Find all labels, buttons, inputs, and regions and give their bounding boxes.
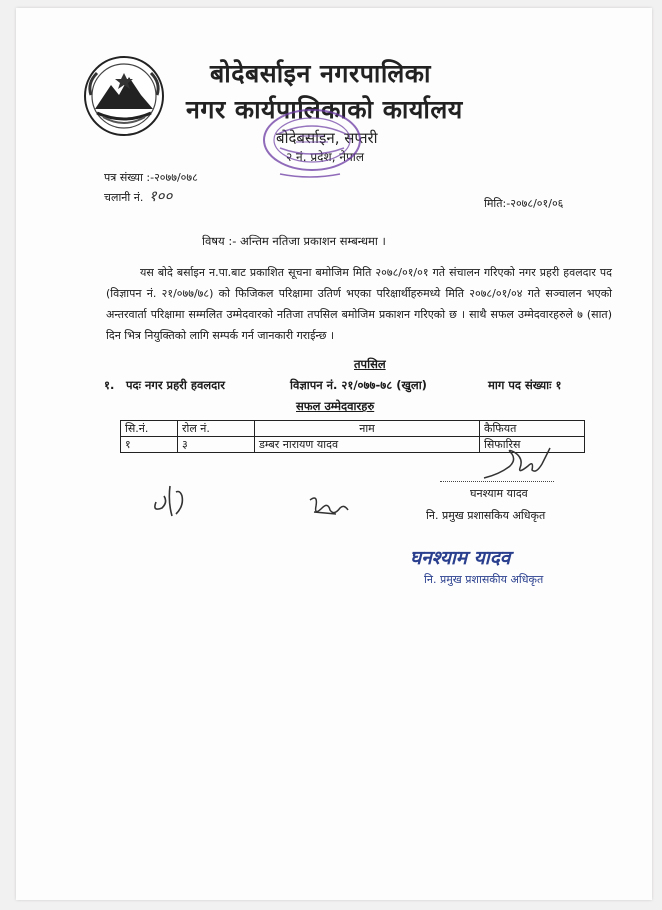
table-header-cell: सि.नं. bbox=[121, 421, 178, 437]
signatory-name: घनश्याम यादव bbox=[470, 487, 528, 500]
table-header-cell: कैफियत bbox=[480, 421, 585, 437]
letter-number: पत्र संख्या :-२०७७/०७८ bbox=[104, 171, 198, 184]
dispatch-label: चलानी नं. bbox=[104, 191, 144, 204]
name-stamp: घनश्याम यादव bbox=[410, 547, 511, 569]
table-cell: ३ bbox=[178, 437, 255, 453]
table-header-row bbox=[121, 421, 585, 437]
office-name: नगर कार्यपालिकाको कार्यालय bbox=[186, 95, 463, 124]
signatory-title: नि. प्रमुख प्रशासकिय अधिकृत bbox=[426, 509, 546, 522]
post-position: पदः नगर प्रहरी हवलदार bbox=[126, 378, 225, 392]
advert-number: विज्ञापन नं. २१/०७७-७८ (खुला) bbox=[290, 378, 427, 392]
body-text: यस बोदे बर्साइन न.पा.बाट प्रकाशित सूचना बमोजिम मिति २०७८/०१/०१ गते संचालन गरिएको नगर प्रहरी हवलदार पद (विज्ञापन नं. २१/०७७/७८) को फिजिकल परिक्षामा उतिर्ण भएका परिक्षार्थीहरुमध्ये मिति २०७८/०१/०४ गते सञ्चालन भएको अन्तरवार्ता परिक्षामा सम्मलित उम्मेदवारको नतिजा तपसिल बमोजिम प्रकाशन गरिएको छ । साथै सफल उम्मेदवारहरुले ७ (सात) दिन भित्र नियुक्तिको लागि सम्पर्क गर्न जानकारी गराईन्छ । bbox=[106, 266, 612, 342]
successful-candidates-heading: सफल उम्मेदवारहरु bbox=[296, 399, 375, 413]
table-cell: १ bbox=[121, 437, 178, 453]
post-index: १. bbox=[104, 378, 115, 392]
handwritten-initial-icon bbox=[150, 472, 194, 522]
office-location: बोदेबर्साइन, सप्तरी bbox=[276, 129, 378, 147]
subject-line: विषय :- अन्तिम नतिजा प्रकाशन सम्बन्धमा । bbox=[202, 234, 386, 248]
body-paragraph bbox=[106, 262, 612, 346]
table-header-cell: नाम bbox=[255, 421, 480, 437]
letter-date: मिति:-२०७८/०१/०६ bbox=[484, 197, 564, 210]
table-cell: डम्बर नारायण यादव bbox=[255, 437, 480, 453]
demand-count: माग पद संख्याः १ bbox=[488, 378, 562, 392]
office-stamp-icon bbox=[250, 104, 378, 184]
dispatch-number bbox=[104, 186, 172, 206]
municipality-name: बोदेबर्साइन नगरपालिका bbox=[210, 59, 431, 88]
title-stamp: नि. प्रमुख प्रशासकीय अधिकृत bbox=[424, 573, 544, 586]
government-emblem-icon bbox=[83, 55, 165, 137]
signature-line bbox=[440, 481, 554, 482]
handwritten-signature-icon bbox=[306, 492, 350, 522]
table-cell: सिफारिस bbox=[480, 437, 585, 453]
dispatch-value: १०० bbox=[148, 187, 173, 205]
table-header-cell: रोल नं. bbox=[178, 421, 255, 437]
province-line: २ नं. प्रदेश, नेपाल bbox=[286, 150, 365, 164]
officer-signature-icon bbox=[480, 444, 554, 482]
schedule-heading: तपसिल bbox=[354, 357, 386, 371]
